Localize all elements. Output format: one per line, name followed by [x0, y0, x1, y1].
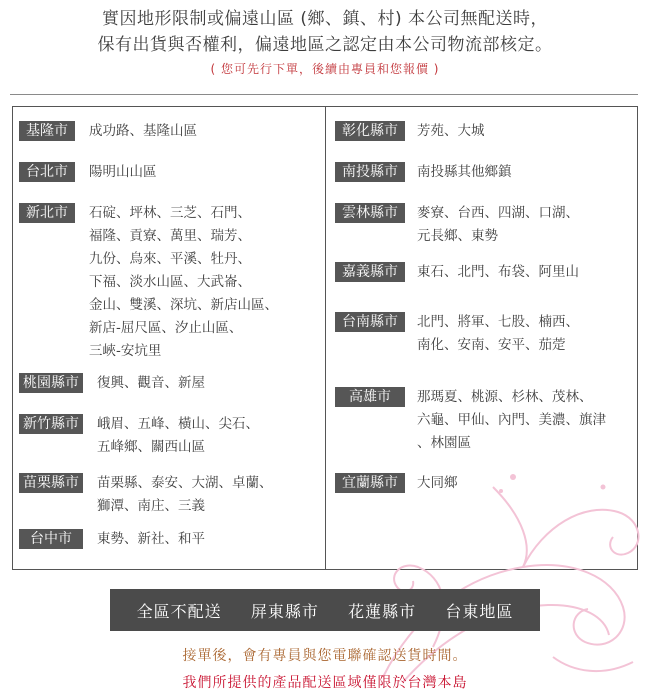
region-yunlin [335, 203, 637, 248]
region-changhua [335, 121, 637, 143]
region-hsinchu [19, 414, 317, 459]
region-label: 台中市 [19, 529, 83, 549]
region-areas: 東勢、新社、和平 [97, 531, 205, 547]
region-taipei [19, 162, 309, 184]
region-areas: 大同鄉 [417, 475, 458, 491]
no-delivery-label: 全區不配送 [136, 601, 222, 621]
region-label: 宜蘭縣市 [335, 473, 405, 493]
column-divider [325, 107, 326, 569]
footer-contact-note: 接單後，會有專員與您電聯確認送貨時間。 [182, 648, 468, 664]
region-label: 台北市 [19, 162, 75, 182]
region-label: 基隆市 [19, 121, 75, 141]
region-areas: 復興、觀音、新屋 [97, 375, 205, 391]
region-areas: 芳苑、大城 [417, 123, 485, 139]
region-yilan [335, 473, 637, 495]
region-label: 南投縣市 [335, 162, 405, 182]
region-label: 高雄市 [335, 387, 405, 407]
no-delivery-taitung: 台東地區 [445, 601, 514, 621]
region-areas: 南投縣其他鄉鎮 [417, 164, 512, 180]
region-label: 台南縣市 [335, 312, 405, 332]
region-label: 雲林縣市 [335, 203, 405, 223]
region-nantou [335, 162, 637, 184]
region-new-taipei [19, 203, 309, 363]
no-delivery-bar [110, 589, 540, 631]
region-tainan [335, 312, 637, 357]
region-areas: 峨眉、五峰、橫山、尖石、 五峰鄉、關西山區 [97, 416, 259, 455]
region-areas: 苗栗縣、泰安、大湖、卓蘭、 獅潭、南庄、三義 [97, 475, 273, 514]
region-areas: 東石、北門、布袋、阿里山 [417, 264, 579, 280]
region-label: 新竹縣市 [19, 414, 83, 434]
footer-delivery-scope: 我們所提供的產品配送區域僅限於台灣本島 [182, 675, 468, 691]
header-line-1: 實因地形限制或偏遠山區 (鄉、鎮、村) 本公司無配送時， [101, 9, 549, 29]
region-areas: 北門、將軍、七股、楠西、 南化、安南、安平、茄萣 [417, 314, 579, 353]
header-divider [10, 94, 638, 95]
region-label: 嘉義縣市 [335, 262, 405, 282]
region-label: 桃園縣市 [19, 373, 83, 393]
region-taichung [19, 529, 317, 551]
region-kaohsiung [335, 387, 637, 455]
region-label: 苗栗縣市 [19, 473, 83, 493]
region-label: 彰化縣市 [335, 121, 405, 141]
no-delivery-hualien: 花蓮縣市 [348, 601, 417, 621]
region-keelung [19, 121, 309, 143]
region-chiayi [335, 262, 637, 284]
region-taoyuan [19, 373, 317, 395]
region-areas: 石碇、坪林、三芝、石門、 福隆、貢寮、萬里、瑞芳、 九份、烏來、平溪、牡丹、 下福、淡水山區、大武崙、 金山、雙溪、深坑、新店山區、 新店-屈尺區、汐止山區、 三峽-安坑里 [89, 205, 278, 359]
region-areas: 陽明山山區 [89, 164, 157, 180]
region-areas: 成功路、基隆山區 [89, 123, 197, 139]
region-label: 新北市 [19, 203, 75, 223]
no-delivery-pingtung: 屏東縣市 [250, 601, 319, 621]
region-miaoli [19, 473, 317, 518]
region-areas: 麥寮、台西、四湖、口湖、 元長鄉、東勢 [417, 205, 579, 244]
region-table [12, 106, 638, 570]
header-note: ( 您可先行下單，後續由專員和您報價 ) [210, 62, 440, 76]
region-areas: 那瑪夏、桃源、杉林、茂林、 六龜、甲仙、內門、美濃、旗津 、林園區 [417, 389, 606, 451]
header-line-2: 保有出貨與否權利，偏遠地區之認定由本公司物流部核定。 [97, 35, 553, 55]
header [0, 6, 650, 79]
